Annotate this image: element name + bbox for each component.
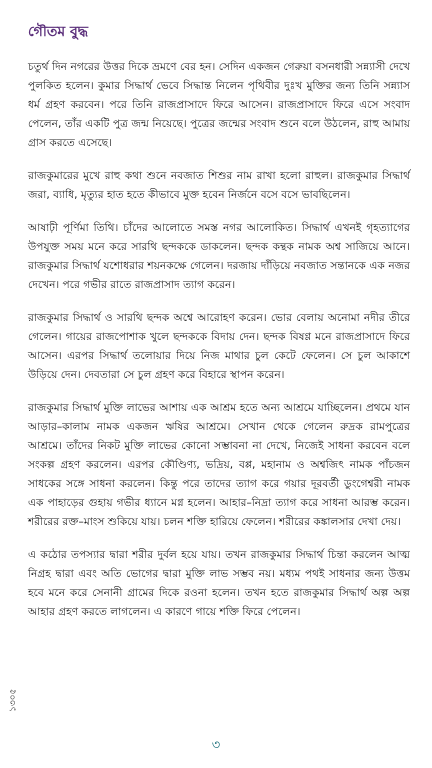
paragraph: আষাঢ়ী পূর্ণিমা তিথি। চাঁদের আলোতে সমস্ত নগর আলোকিত। সিদ্ধার্থ এখনই গৃহত্যাগের উপযুক্ত সময় মনে করে সারথি ছন্দককে ডাকলেন। ছন্দক কন্থক নামক অশ্ব সাজিয়ে আনে। রাজকুমার সিদ্ধার্থ যশোধরার শয়নকক্ষে গেলেন। দরজায় দাঁড়িয়ে নবজাত সন্তানকে এক নজর দেখেন। পরে গভীর রাতে রাজপ্রাসাদ ত্যাগ করেন।	[28, 222, 410, 291]
chapter-title: গৌতম বুদ্ধ	[28, 24, 89, 40]
paragraph: চতুর্থ দিন নগরের উত্তর দিকে ভ্রমণে বের হন। সেদিন একজন গেরুয়া বসনধারী সন্ন্যাসী দেখে পুলকিত হলেন। কুমার সিদ্ধার্থ ভেবে সিদ্ধান্ত নিলেন পৃথিবীর দুঃখ মুক্তির জন্য তিনি সন্ন্যাস ধর্ম গ্রহণ করবেন। পরে তিনি রাজপ্রাসাদে ফিরে আসেন। রাজপ্রাসাদে ফিরে এসে সংবাদ পেলেন, তাঁর একটি পুত্র জন্ম নিয়েছে। পুত্রের জন্মের সংবাদ শুনে বলে উঠলেন, রাহু আমায় গ্রাস করতে এসেছে।	[28, 61, 410, 149]
body-text	[28, 58, 410, 636]
side-code: ১৩০৫	[8, 688, 19, 712]
paragraph: এ কঠোর তপস্যার দ্বারা শরীর দুর্বল হয়ে যায়। তখন রাজকুমার সিদ্ধার্থ চিন্তা করলেন আত্ম নিগ্রহ দ্বারা এবং অতি ভোগের দ্বারা মুক্তি লাভ সম্ভব নয়। মধ্যম পথই সাধনার জন্য উত্তম হবে মনে করে সেনানী গ্রামের দিকে রওনা হলেন। তখন হতে রাজকুমার সিদ্ধার্থ অল্প অল্প আহার গ্রহণ করতে লাগলেন। এ কারণে গায়ে শক্তি ফিরে পেলেন।	[28, 549, 410, 618]
paragraph: রাজকুমার সিদ্ধার্থ মুক্তি লাভের আশায় এক আশ্রম হতে অন্য আশ্রমে যাচ্ছিলেন। প্রথমে যান আড়ার–কালাম নামক একজন ঋষির আশ্রমে। সেখান থেকে গেলেন রুদ্রক রামপুত্রের আশ্রমে। তাঁদের নিকট মুক্তি লাভের কোনো সম্ভাবনা না দেখে, নিজেই সাধনা করবেন বলে সংকল্প গ্রহণ করলেন। এরপর কৌণ্ডিণ্য, ভদ্রিয়, বপ্প, মহানাম ও অশ্বজিৎ নামক পাঁচজন সাধকের সঙ্গে সাধনা করলেন। কিন্তু পরে তাদের ত্যাগ করে গয়ার দূরবর্তী ডুংগেশ্বরী নামক এক পাহাড়ের গুহায় গভীর ধ্যানে মগ্ন হলেন। আহার–নিদ্রা ত্যাগ করে সাধনা আরম্ভ করেন। শরীরের রক্ত–মাংস শুকিয়ে যায়। চলন শক্তি হারিয়ে ফেলেন। শরীরের কঙ্কালসার দেখা দেয়।	[28, 402, 410, 528]
page-number: ৩	[211, 738, 221, 753]
paragraph: রাজকুমার সিদ্ধার্থ ও সারথি ছন্দক অশ্বে আরোহণ করেন। ভোর বেলায় অনোমা নদীর তীরে গেলেন। গায়ের রাজপোশাক খুলে ছন্দককে বিদায় দেন। ছন্দক বিষণ্ণ মনে রাজপ্রাসাদে ফিরে আসেন। এরপর সিদ্ধার্থ তলোয়ার দিয়ে নিজ মাথার চুল কেটে ফেলেন। সে চুল আকাশে উড়িয়ে দেন। দেবতারা সে চুল গ্রহণ করে বিহারে স্থাপন করেন।	[28, 312, 410, 381]
paragraph: রাজকুমারের মুখে রাহু কথা শুনে নবজাত শিশুর নাম রাখা হলো রাহুল। রাজকুমার সিদ্ধার্থ জরা, ব্যাধি, মৃত্যুর হাত হতে কীভাবে মুক্ত হবেন নির্জনে বসে বসে ভাবছিলেন।	[28, 170, 410, 201]
